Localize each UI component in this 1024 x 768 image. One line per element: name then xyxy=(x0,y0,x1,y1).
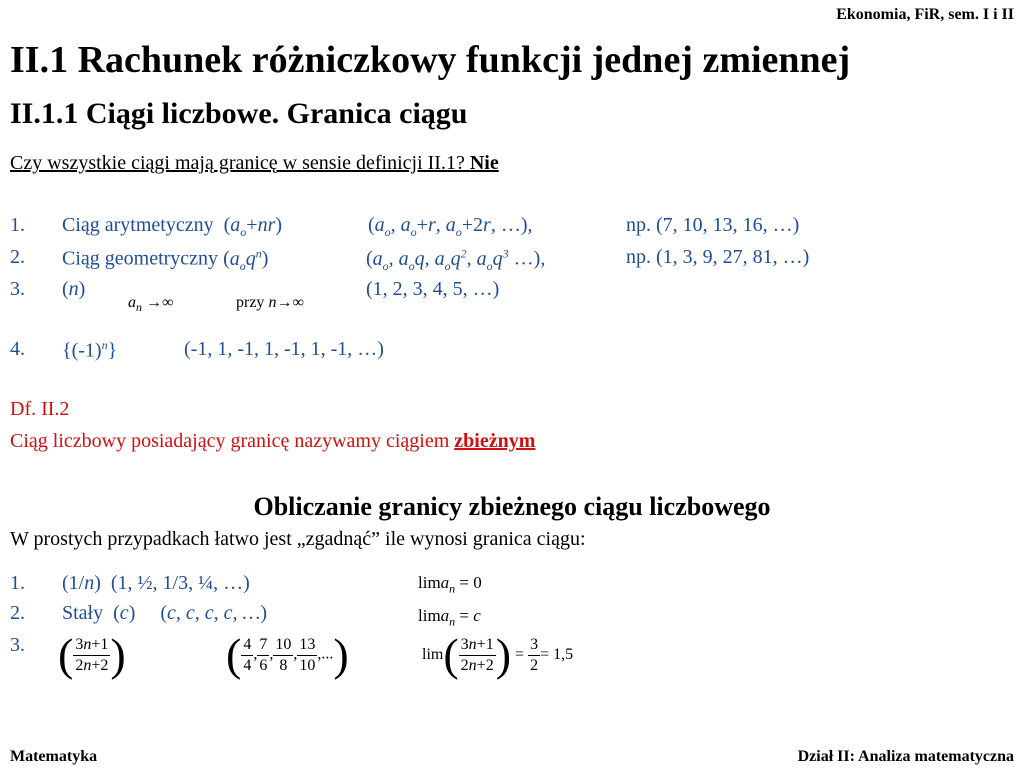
geometric-example: np. (1, 3, 9, 27, 81, …) xyxy=(626,246,810,268)
item-number: 2. xyxy=(10,602,25,624)
geometric-terms: ($a_o$, $a_oq$, $a_oq^2$, $a_oq^3$ …), xyxy=(366,246,546,273)
definition-term: zbieżnym xyxy=(454,430,536,452)
section-title: Obliczanie granicy zbieżnego ciągu liczbowego xyxy=(253,492,771,521)
definition-label: Df. II.2 xyxy=(10,398,70,420)
geometric-name: Ciąg geometryczny xyxy=(62,247,219,270)
limit-arrow2: →∞ xyxy=(276,294,304,311)
list2-item-2 xyxy=(10,602,25,625)
limit-n: n xyxy=(268,294,277,311)
item-number: 3. xyxy=(10,634,25,656)
arithmetic-label: Ciąg arytmetyczny $(a_o+nr)$ xyxy=(62,214,283,239)
limit-sub: n xyxy=(136,300,142,315)
lim-constant-value: c xyxy=(473,606,481,625)
lim-rational: lim( $\frac{3n+1}{2n+2}$ ) = $\frac{3}{2}$ = 1,5 xyxy=(422,629,574,680)
definition-body: Ciąg liczbowy posiadający granicę nazywamy ciągiem xyxy=(10,430,455,452)
harmonic-seq: (1/n) (1, ½, 1/3, ¼, …) xyxy=(62,572,250,594)
lim-constant: lima$_n$ = c xyxy=(418,606,481,629)
question-text: Czy wszystkie ciągi mają granicę w sensie definicji II.1? xyxy=(10,152,470,174)
item-number: 3. xyxy=(10,278,25,300)
arithmetic-name: Ciąg arytmetyczny xyxy=(62,214,214,236)
limit-przy: przy xyxy=(236,294,265,311)
limit-a: a xyxy=(128,294,136,311)
lim-harmonic: lima$_n$ = 0 xyxy=(418,573,482,596)
item-number: 4. xyxy=(10,338,25,360)
harmonic-terms: (1, ½, 1/3, ¼, …) xyxy=(110,572,250,594)
item-number: 1. xyxy=(10,572,25,594)
header-course: Ekonomia, FiR, sem. I i II xyxy=(836,6,1014,23)
constant-terms: c, c, c, c, … xyxy=(167,602,261,624)
constant-seq: Stały (c) (c, c, c, c, …) xyxy=(62,602,267,624)
arithmetic-terms: ($a_o$, $a_o+r$, $a_o+2r$, …), xyxy=(368,214,533,239)
footer-subject: Matematyka xyxy=(10,748,98,765)
natural-label: (n) xyxy=(62,278,86,300)
limit-note-rhs xyxy=(236,294,304,312)
rational-seq-terms: ( $\frac{4}{4}$ , $\frac{7}{6}$ , $\frac{10}{8}$ , $\frac{13}{10}$ ,...) xyxy=(226,629,349,680)
page-title: II.1 Rachunek różniczkowy funkcji jednej zmiennej xyxy=(10,39,851,81)
list2-item-1 xyxy=(10,572,25,595)
definition-text xyxy=(10,430,535,453)
alternating-example: (-1, 1, -1, 1, -1, 1, -1, …) xyxy=(184,338,384,360)
arithmetic-example: np. (7, 10, 13, 16, …) xyxy=(626,214,800,236)
intro-text: W prostych przypadkach łatwo jest „zgadnąć” ile wynosi granica ciągu: xyxy=(10,528,586,550)
footer-section: Dział II: Analiza matematyczna xyxy=(797,748,1014,765)
question-answer: Nie xyxy=(469,152,499,174)
item-number: 2. xyxy=(10,246,25,268)
question xyxy=(10,152,499,175)
item-number: 1. xyxy=(10,214,25,236)
limit-arrow: →∞ xyxy=(146,294,174,311)
natural-example: (1, 2, 3, 4, 5, …) xyxy=(366,278,500,300)
list-item-arithmetic xyxy=(10,214,25,237)
list2-item-3 xyxy=(10,634,25,657)
lim-rational-result: = 1,5 xyxy=(540,646,574,663)
list-item-geometric xyxy=(10,246,25,269)
list-item-natural xyxy=(10,278,25,301)
rational-seq-formula: ( $\frac{3n+1}{2n+2}$ ) xyxy=(58,629,126,680)
geometric-label: Ciąg geometryczny $(a_oq^n)$ xyxy=(62,246,269,273)
constant-label: Stały xyxy=(62,602,104,624)
alternating-label: $\{(-1)^n\}$ xyxy=(62,338,118,362)
lim-harmonic-value: 0 xyxy=(473,573,482,592)
limit-note-lhs xyxy=(128,294,173,315)
list-item-alternating xyxy=(10,338,25,361)
page-subtitle: II.1.1 Ciągi liczbowe. Granica ciągu xyxy=(10,97,468,130)
